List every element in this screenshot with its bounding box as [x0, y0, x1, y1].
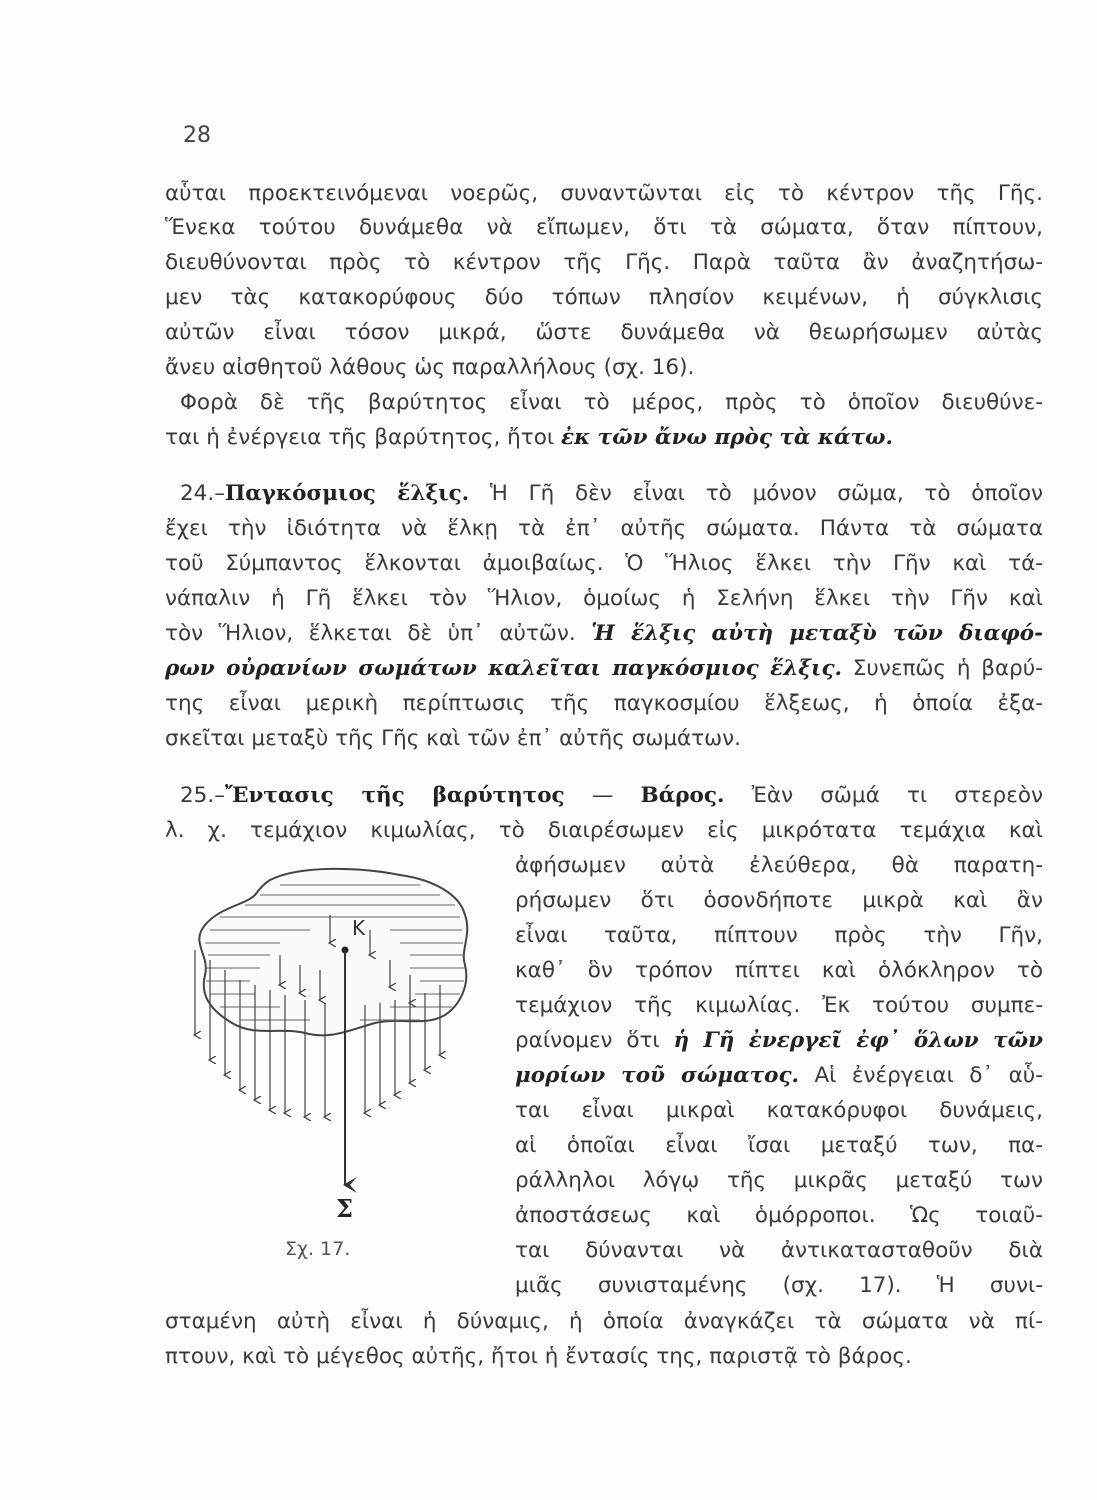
text-run: Συνεπῶς ἡ βαρύ-	[842, 656, 1043, 681]
text-run: Ἐὰν σῶμά τι στερεὸν	[724, 783, 1043, 808]
emphasis-text: ἡ Γῆ ἐνεργεῖ ἐφ᾿ ὅλων τῶν	[673, 1028, 1043, 1053]
text-run: Ἡ Γῆ δὲν εἶναι τὸ μόνον σῶμα, τὸ ὁποῖον	[469, 481, 1043, 506]
text-line: λ. χ. τεμάχιον κιμωλίας, τὸ διαιρέσωμεν εἰς μικρότατα τεμάχια καὶ	[165, 818, 1043, 843]
emphasis-text: ἐκ τῶν ἄνω πρὸς τὰ κάτω.	[561, 425, 893, 450]
text-line	[165, 422, 1043, 454]
emphasis-text: ρων οὐρανίων σωμάτων καλεῖται παγκόσμιος ἕλξις.	[165, 656, 843, 681]
text-line: ἀποστάσεως καὶ ὁμόρροποι. Ὡς τοιαῦ-	[515, 1203, 1043, 1228]
title-dash: —	[564, 783, 641, 808]
text-line: Ἕνεκα τούτου δυνάμεθα νὰ εἴπωμεν, ὅτι τὰ σώματα, ὅταν πίπτουν,	[165, 215, 1043, 240]
label-sigma: Σ	[336, 1194, 353, 1223]
section-number: 25.–	[180, 783, 225, 808]
figure-caption: Σχ. 17.	[285, 1238, 351, 1260]
section-number: 24.–	[180, 481, 225, 506]
text-line: εἶναι ταῦτα, πίπτουν πρὸς τὴν Γῆν,	[515, 923, 1043, 948]
text-run: ται ἡ ἐνέργεια τῆς βαρύτητος, ἤτοι	[165, 425, 562, 450]
text-line: πτουν, καὶ τὸ μέγεθος αὐτῆς, ἤτοι ἡ ἔντασίς της, παριστᾷ τὸ βάρος.	[165, 1344, 912, 1369]
text-line	[515, 1025, 1043, 1057]
text-line: σκεῖται μεταξὺ τῆς Γῆς καὶ τῶν ἐπ᾿ αὐτῆς σωμάτων.	[165, 726, 741, 751]
text-run: ραίνομεν ὅτι	[515, 1028, 674, 1053]
text-line: ἀφήσωμεν αὐτὰ ἐλεύθερα, θὰ παρατη-	[515, 853, 1043, 878]
text-line: αἱ ὁποῖαι εἶναι ἴσαι μεταξύ των, πα-	[515, 1133, 1043, 1158]
text-line	[165, 653, 1043, 685]
section-24-heading-line	[180, 478, 1043, 510]
text-line: μεν τὰς κατακορύφους δύο τόπων πλησίον κειμένων, ἡ σύγκλισις	[165, 285, 1043, 310]
text-line: ἄνευ αἰσθητοῦ λάθους ὡς παραλλήλους (σχ. 16).	[165, 355, 695, 380]
text-line: καθ᾿ ὃν τρόπον πίπτει καὶ ὁλόκληρον τὸ	[515, 958, 1043, 983]
emphasis-text: μορίων τοῦ σώματος.	[515, 1063, 800, 1088]
text-line: μιᾶς συνισταμένης (σχ. 17). Ἡ συνι-	[515, 1273, 1043, 1298]
text-line: ἔχει τὴν ἰδιότητα νὰ ἕλκῃ τὰ ἐπ᾿ αὐτῆς σώματα. Πάντα τὰ σώματα	[165, 516, 1043, 541]
label-k: K	[352, 916, 366, 940]
text-run: τὸν Ἥλιον, ἕλκεται δὲ ὑπ᾿ αὐτῶν.	[165, 621, 592, 646]
text-line: Φορὰ δὲ τῆς βαρύτητος εἶναι τὸ μέρος, πρὸς τὸ ὁποῖον διευθύνε-	[180, 390, 1043, 415]
text-line: αὗται προεκτεινόμεναι νοερῶς, συναντῶνται εἰς τὸ κέντρον τῆς Γῆς.	[165, 181, 1043, 206]
text-line: ται εἶναι μικραὶ κατακόρυφοι δυνάμεις,	[515, 1098, 1043, 1123]
page-number: 28	[183, 123, 211, 148]
emphasis-text: Ἡ ἕλξις αὐτὴ μεταξὺ τῶν διαφό-	[591, 621, 1043, 646]
text-line: αὐτῶν εἶναι τόσον μικρά, ὥστε δυνάμεθα νὰ θεωρήσωμεν αὐτὰς	[165, 320, 1043, 345]
text-line: ρήσωμεν ὅτι ὁσονδήποτε μικρὰ καὶ ἂν	[515, 888, 1043, 913]
section-title-2: Βάρος.	[640, 783, 725, 808]
text-line: ται δύνανται νὰ ἀντικατασταθοῦν διὰ	[515, 1238, 1043, 1263]
text-line: τοῦ Σύμπαντος ἕλκονται ἀμοιβαίως. Ὁ Ἥλιος ἕλκει τὴν Γῆν καὶ τά-	[165, 551, 1043, 576]
text-run: Αἱ ἐνέργειαι δ᾿ αὗ-	[799, 1063, 1043, 1088]
text-line: της εἶναι μερικὴ περίπτωσις τῆς παγκοσμίου ἕλξεως, ἡ ὁποία ἐξα-	[165, 691, 1043, 716]
section-title: Ἔντασις τῆς βαρύτητος	[224, 783, 565, 808]
text-line: ράλληλοι λόγῳ τῆς μικρᾶς μεταξύ των	[515, 1168, 1043, 1193]
text-line: διευθύνονται πρὸς τὸ κέντρον τῆς Γῆς. Παρὰ ταῦτα ἂν ἀναζητήσω-	[165, 250, 1043, 275]
text-line	[515, 1060, 1043, 1092]
section-25-heading-line	[180, 780, 1043, 812]
text-line: νάπαλιν ἡ Γῆ ἕλκει τὸν Ἥλιον, ὁμοίως ἡ Σελήνη ἕλκει τὴν Γῆν καὶ	[165, 586, 1043, 611]
figure-17-diagram	[160, 855, 510, 1275]
section-title: Παγκόσμιος ἕλξις.	[224, 481, 470, 506]
text-line: τεμάχιον τῆς κιμωλίας. Ἐκ τούτου συμπε-	[515, 993, 1043, 1018]
text-line	[165, 618, 1043, 650]
text-line: σταμένη αὐτὴ εἶναι ἡ δύναμις, ἡ ὁποία ἀναγκάζει τὰ σώματα νὰ πί-	[165, 1309, 1043, 1334]
